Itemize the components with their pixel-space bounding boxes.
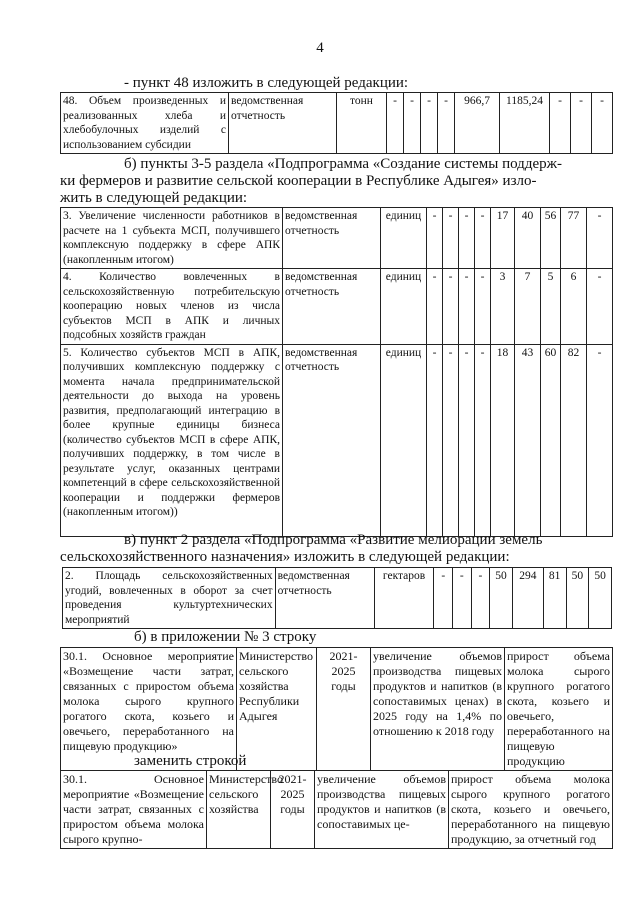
table-row bbox=[61, 93, 613, 154]
value-cell: - bbox=[443, 208, 459, 269]
value-cell: - bbox=[434, 568, 453, 629]
value-cell: 82 bbox=[561, 344, 587, 536]
value-cell: 17 bbox=[491, 208, 515, 269]
source-cell: ведомственная отчетность bbox=[283, 208, 381, 269]
replace-label: заменить строкой bbox=[134, 753, 247, 769]
unit-cell: единиц bbox=[381, 269, 427, 345]
value-cell: 50 bbox=[589, 568, 612, 629]
measure-name: 30.1. Основное мероприятие «Возмещение части затрат, связанных с приростом объема молока сырого крупного рогатого скота, козьего и овечьего, переработанного на пищевую продукцию» bbox=[61, 648, 237, 771]
value-cell: - bbox=[592, 93, 613, 154]
row-v-table bbox=[62, 567, 612, 629]
value-cell: 50 bbox=[490, 568, 513, 629]
table-row bbox=[61, 771, 613, 849]
value-cell: 56 bbox=[541, 208, 561, 269]
section-a-intro: - пункт 48 изложить в следующей редакции: bbox=[124, 75, 409, 91]
value-cell: 1185,24 bbox=[500, 93, 550, 154]
indicator-name: 5. Количество субъектов МСП в АПК, получивших комплексную поддержку с момента начала предпринимательской деятельности до выхода на уровень развития, предполагающий интеграцию в более крупные единицы бизнеса (количество субъектов МСП в сфере АПК, получивших поддержку, в том числе в результате услуг, оказанных центрами компетенций в сфере сельскохозяйственной кооперации и поддержки фермеров (накопленным итогом)) bbox=[61, 344, 283, 536]
value-cell: - bbox=[475, 208, 491, 269]
measure-name: 30.1. Основное мероприятие «Возмещение части затрат, связанных с приростом объема молока сырого крупно- bbox=[61, 771, 207, 849]
value-cell: 6 bbox=[561, 269, 587, 345]
value-cell: 7 bbox=[515, 269, 541, 345]
table-row bbox=[61, 208, 613, 269]
table-row bbox=[61, 344, 613, 536]
source-cell: ведомственная отчетность bbox=[283, 269, 381, 345]
appendix-intro: б) в приложении № 3 строку bbox=[134, 629, 317, 645]
value-cell: - bbox=[443, 269, 459, 345]
value-cell: - bbox=[475, 269, 491, 345]
value-cell: - bbox=[453, 568, 472, 629]
value-cell: - bbox=[404, 93, 421, 154]
rows-b-table bbox=[60, 207, 613, 537]
value-cell: 40 bbox=[515, 208, 541, 269]
source-cell: ведомственная отчетность bbox=[229, 93, 337, 154]
source-cell: ведомственная отчетность bbox=[283, 344, 381, 536]
section-b-intro-2: ки фермеров и развитие сельской кооперации в Республике Адыгея» изло- bbox=[60, 173, 537, 189]
value-cell: - bbox=[587, 269, 613, 345]
value-cell: 43 bbox=[515, 344, 541, 536]
executor-cell: Министерство сельского хозяйства Республики Адыгея bbox=[237, 648, 317, 771]
table-row bbox=[61, 269, 613, 345]
section-b-intro-3: жить в следующей редакции: bbox=[60, 190, 248, 206]
row48-table bbox=[60, 92, 613, 154]
value-cell: - bbox=[387, 93, 404, 154]
value-cell: 294 bbox=[512, 568, 543, 629]
section-v-intro-2: сельскохозяйственного назначения» изложить в следующей редакции: bbox=[60, 549, 510, 565]
unit-cell: единиц bbox=[381, 208, 427, 269]
source-cell: ведомственная отчетность bbox=[275, 568, 374, 629]
value-cell: - bbox=[427, 344, 443, 536]
indicator-name: 48. Объем произведенных и реализованных хлеба и хлебобулочных изделий с использованием субсидии bbox=[61, 93, 229, 154]
value-cell: 50 bbox=[566, 568, 589, 629]
unit-cell: тонн bbox=[337, 93, 387, 154]
value-cell: - bbox=[427, 208, 443, 269]
result-cell: увеличение объемов производства пищевых продуктов и напитков (в сопоставимых ценах) в 2025 году на 1,4% по отношению к 2018 году bbox=[371, 648, 505, 771]
result-cell: увеличение объемов производства пищевых продуктов и напитков (в сопоставимых це- bbox=[315, 771, 449, 849]
unit-cell: единиц bbox=[381, 344, 427, 536]
table-row bbox=[63, 568, 612, 629]
section-v-intro-1: в) пункт 2 раздела «Подпрограмма «Развитие мелиорации земель bbox=[124, 532, 543, 548]
value-cell: 77 bbox=[561, 208, 587, 269]
value-cell: - bbox=[459, 269, 475, 345]
executor-cell: Министерство сельского хозяйства bbox=[207, 771, 271, 849]
value-cell: - bbox=[459, 344, 475, 536]
indicator-name: 4. Количество вовлеченных в сельскохозяйственную потребительскую кооперацию новых членов из числа субъектов МСП в АПК и личных подсобных хозяйств граждан bbox=[61, 269, 283, 345]
unit-cell: гектаров bbox=[374, 568, 434, 629]
appendix-new-table bbox=[60, 770, 613, 849]
period-cell: 2021-2025 годы bbox=[271, 771, 315, 849]
indicator-cell: прирост объема молока сырого крупного рогатого скота, козьего и овечьего, переработанного на пищевую продукцию, за отчетный год bbox=[449, 771, 613, 849]
value-cell: - bbox=[550, 93, 571, 154]
value-cell: - bbox=[587, 344, 613, 536]
page-number: 4 bbox=[316, 40, 324, 56]
value-cell: 966,7 bbox=[455, 93, 500, 154]
value-cell: 5 bbox=[541, 269, 561, 345]
value-cell: - bbox=[421, 93, 438, 154]
value-cell: 3 bbox=[491, 269, 515, 345]
value-cell: 60 bbox=[541, 344, 561, 536]
indicator-name: 3. Увеличение численности работников в расчете на 1 субъекта МСП, получившего комплексную поддержку в сфере АПК (накопленным итогом) bbox=[61, 208, 283, 269]
value-cell: - bbox=[438, 93, 455, 154]
value-cell: - bbox=[571, 93, 592, 154]
value-cell: - bbox=[475, 344, 491, 536]
value-cell: - bbox=[587, 208, 613, 269]
indicator-name: 2. Площадь сельскохозяйственных угодий, вовлеченных в оборот за счет проведения культуртехнических мероприятий bbox=[63, 568, 276, 629]
indicator-cell: прирост объема молока сырого крупного рогатого скота, козьего и овечьего, переработанного на пищевую продукцию bbox=[505, 648, 613, 771]
value-cell: - bbox=[459, 208, 475, 269]
section-b-intro-1: б) пункты 3-5 раздела «Подпрограмма «Создание системы поддерж- bbox=[124, 156, 562, 172]
value-cell: 81 bbox=[543, 568, 566, 629]
value-cell: - bbox=[443, 344, 459, 536]
period-cell: 2021-2025 годы bbox=[317, 648, 371, 771]
value-cell: - bbox=[471, 568, 490, 629]
value-cell: 18 bbox=[491, 344, 515, 536]
value-cell: - bbox=[427, 269, 443, 345]
